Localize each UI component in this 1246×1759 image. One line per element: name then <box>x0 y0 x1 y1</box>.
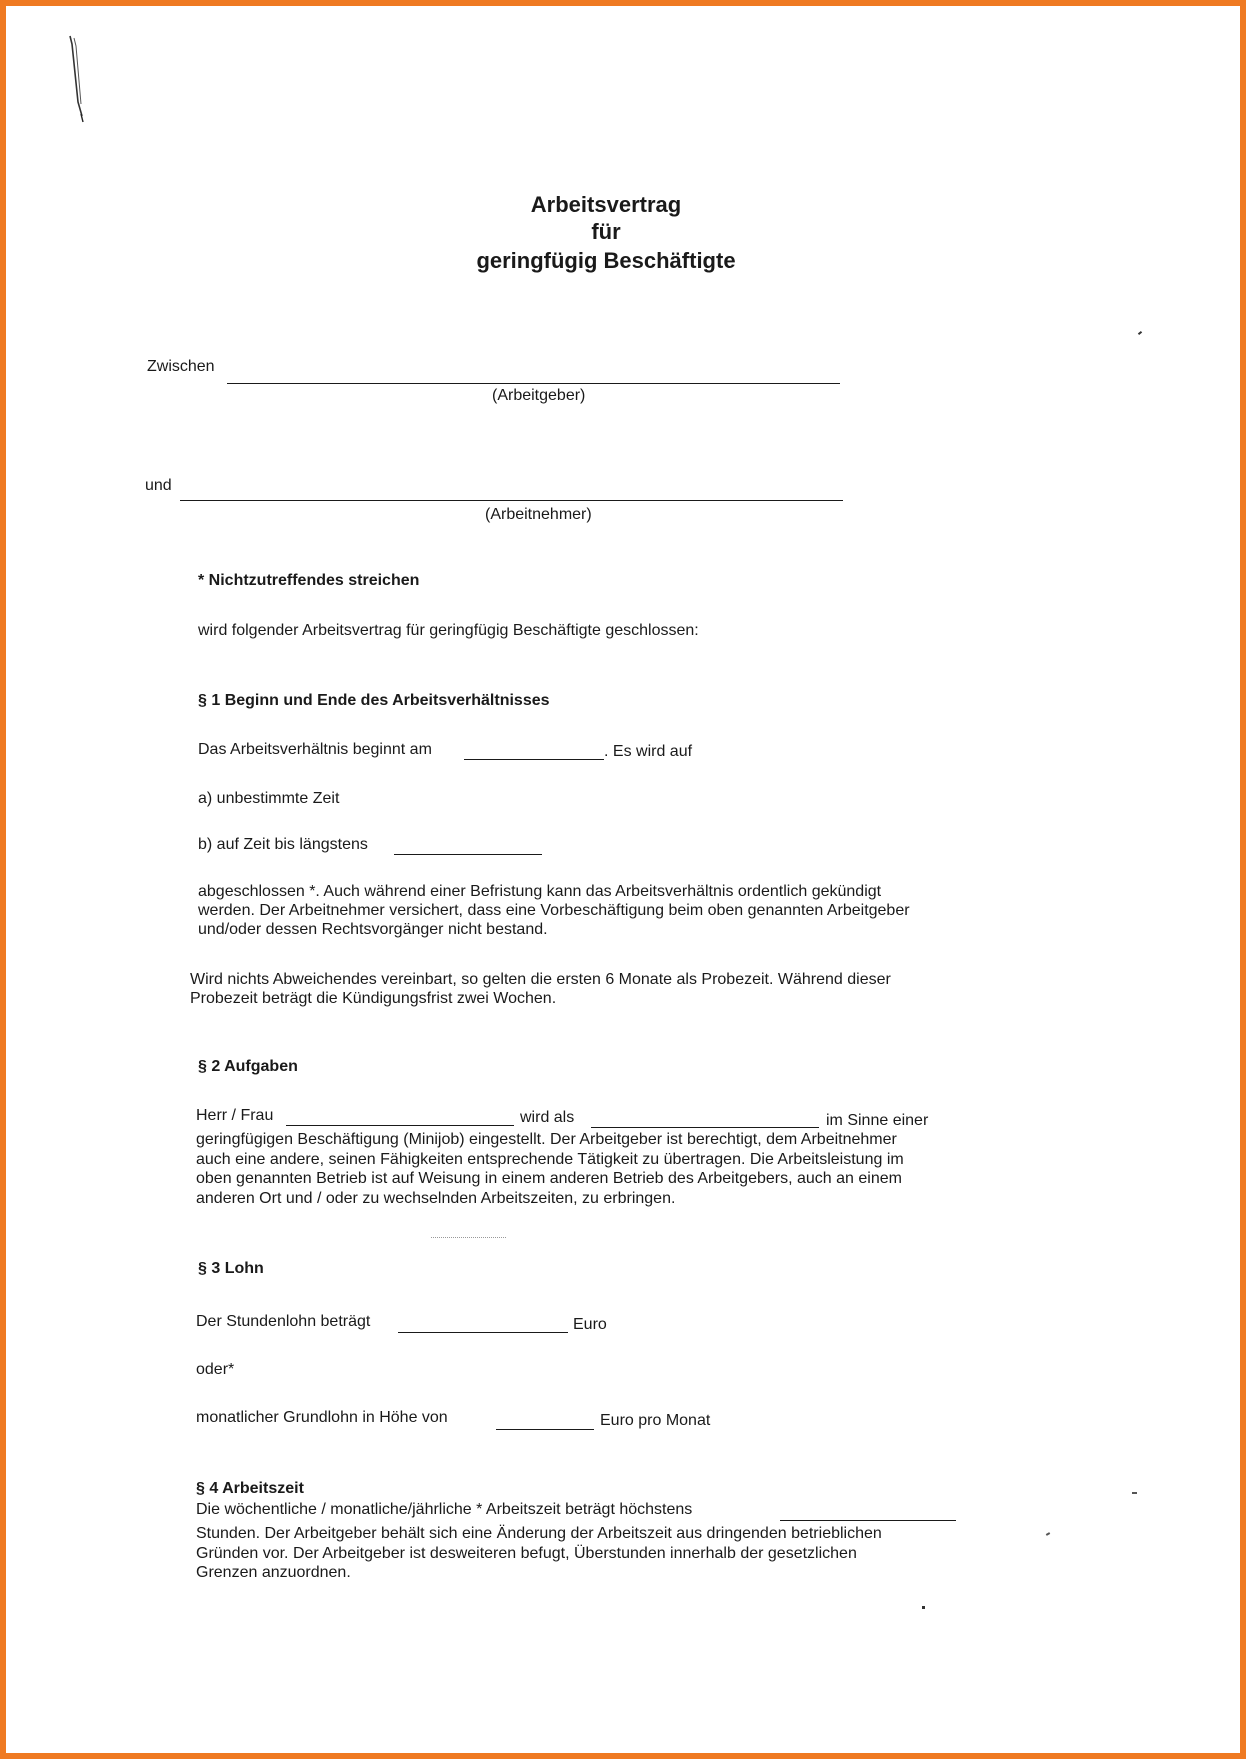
s2-herr-frau: Herr / Frau <box>196 1107 274 1124</box>
label-arbeitgeber: (Arbeitgeber) <box>492 387 586 404</box>
s4-para-line-3: Grenzen anzuordnen. <box>196 1564 351 1581</box>
employer-name-field[interactable] <box>227 383 840 384</box>
section-4-heading: § 4 Arbeitszeit <box>196 1480 304 1497</box>
scan-speckle <box>431 1237 506 1238</box>
s1-paragraph-2 <box>190 970 891 1008</box>
s1-begins-prefix: Das Arbeitsverhältnis beginnt am <box>198 741 432 758</box>
scan-dot-1 <box>1138 331 1142 335</box>
document-title-line-1: Arbeitsvertrag <box>530 192 682 217</box>
s2-para-line-3: oben genannten Betrieb ist auf Weisung in einem anderen Betrieb des Arbeitgebers, auch an einem <box>196 1170 902 1187</box>
s4-line-1: Die wöchentliche / monatliche/jährliche * Arbeitszeit beträgt höchstens <box>196 1501 693 1518</box>
s3-euro-pro-monat: Euro pro Monat <box>600 1412 711 1429</box>
s3-oder: oder* <box>196 1361 235 1378</box>
s1-paragraph-1 <box>198 882 910 939</box>
document-title-line-3: geringfügig Beschäftigte <box>476 248 736 273</box>
s4-para-line-1: Stunden. Der Arbeitgeber behält sich eine Änderung der Arbeitszeit aus dringenden betrieblichen <box>196 1525 882 1542</box>
s1-para1-line-3: und/oder dessen Rechtsvorgänger nicht bestand. <box>198 921 548 938</box>
s1-para2-line-1: Wird nichts Abweichendes vereinbart, so gelten die ersten 6 Monate als Probezeit. Während dieser <box>190 971 891 988</box>
s1-option-a: a) unbestimmte Zeit <box>198 790 340 807</box>
s2-para-line-2: auch eine andere, seinen Fähigkeiten entsprechende Tätigkeit zu übertragen. Die Arbeitsleistung im <box>196 1150 904 1168</box>
scan-dot-2 <box>1132 1492 1137 1494</box>
s2-im-sinne: im Sinne einer <box>826 1112 929 1129</box>
employee-name-task-field[interactable] <box>286 1125 514 1126</box>
scan-dot-4 <box>922 1606 925 1609</box>
intro-text: wird folgender Arbeitsvertrag für geringfügig Beschäftigte geschlossen: <box>198 622 699 639</box>
s1-para1-line-2: werden. Der Arbeitnehmer versichert, dass eine Vorbeschäftigung beim oben genannten Arbeitgeber <box>198 902 910 919</box>
end-date-field[interactable] <box>394 854 542 855</box>
note-strike: * Nichtzutreffendes streichen <box>198 572 420 589</box>
section-1-heading: § 1 Beginn und Ende des Arbeitsverhältnisses <box>198 692 550 709</box>
s3-monatlich: monatlicher Grundlohn in Höhe von <box>196 1409 448 1426</box>
label-arbeitnehmer: (Arbeitnehmer) <box>485 506 592 523</box>
s3-stundenlohn: Der Stundenlohn beträgt <box>196 1313 371 1330</box>
s4-paragraph <box>196 1524 882 1583</box>
s2-para-line-4: anderen Ort und / oder zu wechselnden Arbeitszeiten, zu erbringen. <box>196 1189 676 1207</box>
section-3-heading: § 3 Lohn <box>198 1260 264 1277</box>
s1-para1-line-1: abgeschlossen *. Auch während einer Befristung kann das Arbeitsverhältnis ordentlich gekündigt <box>198 883 882 900</box>
scan-mark-icon <box>66 32 96 124</box>
scan-dot-3 <box>1046 1532 1050 1536</box>
s4-para-line-2: Gründen vor. Der Arbeitgeber ist desweiteren befugt, Überstunden innerhalb der gesetzlichen <box>196 1544 857 1562</box>
section-2-heading: § 2 Aufgaben <box>198 1058 298 1075</box>
hourly-wage-field[interactable] <box>398 1332 568 1333</box>
s2-wird-als: wird als <box>520 1109 575 1126</box>
s2-para-line-1: geringfügigen Beschäftigung (Minijob) eingestellt. Der Arbeitgeber ist berechtigt, dem Arbeitnehmer <box>196 1131 897 1148</box>
s1-begins-suffix: . Es wird auf <box>604 743 693 760</box>
monthly-wage-field[interactable] <box>496 1429 594 1430</box>
job-title-field[interactable] <box>591 1127 819 1128</box>
label-und: und <box>145 477 172 494</box>
working-hours-field[interactable] <box>780 1520 956 1521</box>
s1-option-b: b) auf Zeit bis längstens <box>198 836 368 853</box>
s2-paragraph <box>196 1130 904 1208</box>
s1-para2-line-2: Probezeit beträgt die Kündigungsfrist zwei Wochen. <box>190 990 557 1007</box>
s3-euro: Euro <box>573 1316 607 1333</box>
employee-name-field[interactable] <box>180 500 843 501</box>
start-date-field[interactable] <box>464 759 604 760</box>
label-zwischen: Zwischen <box>147 358 215 375</box>
document-title-line-2: für <box>591 219 621 244</box>
